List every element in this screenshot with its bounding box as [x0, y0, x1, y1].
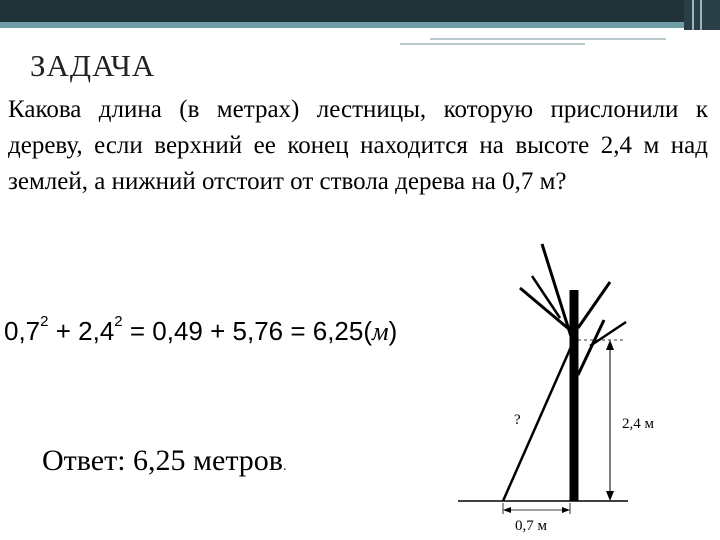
formula-result: = 0,49 + 5,76 = 6,25( — [122, 316, 373, 346]
base-label: 0,7 м — [515, 518, 547, 534]
tree-branch — [590, 322, 626, 346]
formula-base-2: 2,4 — [78, 316, 115, 346]
answer-main: Ответ: 6,25 метров — [42, 444, 283, 477]
ladder-unknown-label: ? — [514, 412, 521, 428]
answer-dot: . — [282, 459, 287, 474]
tree-branch — [578, 282, 610, 328]
base-arrow-left — [503, 507, 511, 513]
formula-base-1: 0,7 — [4, 316, 41, 346]
formula-unit: м — [372, 317, 389, 346]
formula-plus: + — [48, 316, 79, 346]
height-arrow-bottom — [606, 491, 614, 501]
slide-title: ЗАДАЧА — [30, 48, 156, 83]
formula-exponent-1: 2 — [40, 313, 49, 331]
base-arrow-right — [562, 507, 570, 513]
tree-branch — [578, 320, 604, 375]
height-label: 2,4 м — [622, 416, 654, 432]
height-arrow-top — [606, 340, 614, 350]
problem-text: Какова длина (в метрах) лестницы, которую прислонили к дереву, если верхний ее конец находится на высоте 2,4 м над землей, а нижний отстоит от ствола дерева на 0,7 м? — [8, 96, 708, 195]
formula-close-paren: ) — [388, 316, 398, 346]
formula-exponent-2: 2 — [114, 313, 123, 331]
